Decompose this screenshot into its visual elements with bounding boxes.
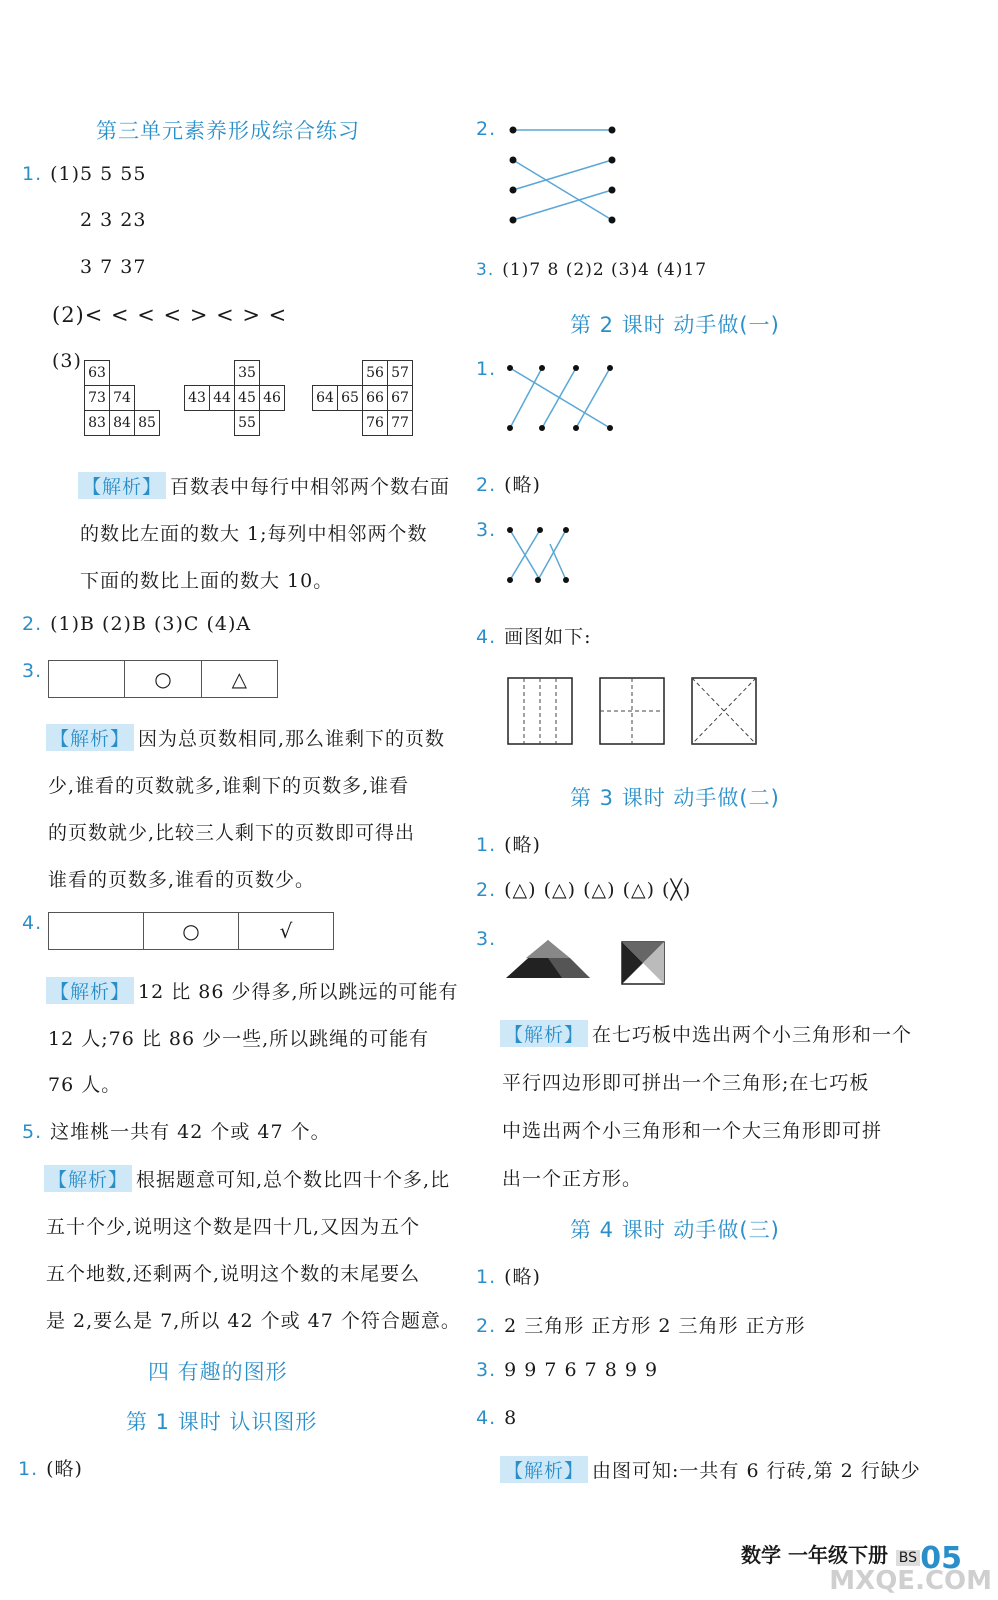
footer-subject: 数学 一年级下册 <box>741 1543 888 1567</box>
q5-analysis-line4: 是 2,要么是 7,所以 42 个或 47 个符合题意。 <box>46 1310 461 1332</box>
q1-analysis-line2: 的数比左面的数大 1;每列中相邻两个数 <box>80 523 428 545</box>
watermark: MXQE.COM <box>829 1566 992 1596</box>
lesson3-q2: 2. (△) (△) (△) (△) (╳) <box>476 879 692 901</box>
lesson3-analysis-line2: 平行四边形即可拼出一个三角形;在七巧板 <box>502 1072 870 1094</box>
lesson4-q2: 2. 2 三角形 正方形 2 三角形 正方形 <box>476 1315 806 1337</box>
lesson3-q1: 1. (略) <box>476 834 541 856</box>
fold-squares-diagram <box>506 676 762 748</box>
q1-row2: 2 3 23 <box>80 209 147 231</box>
answer-cell: √ <box>279 919 293 943</box>
analysis-tag: 【解析】 <box>500 1456 588 1483</box>
analysis-tag: 【解析】 <box>44 1165 132 1192</box>
q1-row5: (3) <box>52 350 82 372</box>
q1-row1: 1. (1)5 5 55 <box>22 163 147 185</box>
q4-number: 4. <box>22 912 43 934</box>
answer-cell <box>49 913 144 949</box>
grid-cell: 73 <box>85 386 110 411</box>
grid-cell: 76 <box>363 411 388 436</box>
answer-cell <box>49 661 125 697</box>
q5-analysis-line1: 【解析】 根据题意可知,总个数比四十个多,比 <box>44 1165 450 1192</box>
grid-cell: 55 <box>235 411 260 436</box>
lesson3-analysis-line3: 中选出两个小三角形和一个大三角形即可拼 <box>502 1120 883 1142</box>
q3-answer-table <box>48 660 278 698</box>
page-number: 05 <box>920 1541 962 1576</box>
analysis-tag: 【解析】 <box>46 977 134 1004</box>
q4-analysis-line1: 【解析】 12 比 86 少得多,所以跳远的可能有 <box>46 977 459 1004</box>
unit-title: 四 有趣的图形 <box>148 1360 288 1384</box>
grid-cell: 57 <box>388 361 413 386</box>
q5-analysis-line2: 五十个少,说明这个数是四十几,又因为五个 <box>46 1216 421 1238</box>
grid-cell: 44 <box>210 386 235 411</box>
grid-cell: 67 <box>388 386 413 411</box>
number-grid-2 <box>184 360 285 436</box>
lesson3-analysis-line4: 出一个正方形。 <box>502 1168 643 1190</box>
q1-analysis-line1: 【解析】 百数表中每行中相邻两个数右面 <box>78 472 450 499</box>
grid-cell: 63 <box>85 361 110 386</box>
grid-cell: 74 <box>110 386 135 411</box>
q3-number: 3. <box>22 660 43 682</box>
lesson4-q3: 3. 9 9 7 6 7 8 9 9 <box>476 1359 659 1381</box>
tangram-shapes-diagram <box>504 936 674 986</box>
analysis-tag: 【解析】 <box>500 1020 588 1047</box>
dot-lines-diagram-1 <box>500 360 620 435</box>
q1-row4: (2)< < < < > < > < <box>52 303 288 327</box>
lesson2-q1: 1. <box>476 358 497 380</box>
lesson4-analysis: 【解析】 由图可知:一共有 6 行砖,第 2 行缺少 <box>500 1456 921 1483</box>
q4-analysis-line3: 76 人。 <box>48 1074 122 1096</box>
lesson3-q3: 3. <box>476 928 497 950</box>
grid-cell: 65 <box>338 386 363 411</box>
answer-cell: △ <box>231 667 248 691</box>
lesson4-title: 第 4 课时 动手做(三) <box>570 1218 780 1242</box>
lesson3-title: 第 3 课时 动手做(二) <box>570 786 780 810</box>
lesson1-title: 第 1 课时 认识图形 <box>126 1410 318 1434</box>
lesson2-q3: 3. <box>476 519 497 541</box>
q4-answer-table <box>48 912 334 950</box>
q4-analysis-line2: 12 人;76 比 86 少一些,所以跳绳的可能有 <box>48 1028 430 1050</box>
grid-cell: 35 <box>235 361 260 386</box>
analysis-tag: 【解析】 <box>78 472 166 499</box>
lesson2-q2: 2. (略) <box>476 474 541 496</box>
q3-row: 3. (1)7 8 (2)2 (3)4 (4)17 <box>476 260 708 280</box>
q3-analysis-line2: 少,谁看的页数就多,谁剩下的页数多,谁看 <box>48 775 410 797</box>
analysis-tag: 【解析】 <box>46 724 134 751</box>
q3-analysis-line1: 【解析】 因为总页数相同,那么谁剩下的页数 <box>46 724 445 751</box>
lesson4-q4: 4. 8 <box>476 1407 518 1429</box>
answer-cell: ○ <box>125 661 201 697</box>
q3-analysis-line3: 的页数就少,比较三人剩下的页数即可得出 <box>48 822 416 844</box>
q2-row: 2. (1)B (2)B (3)C (4)A <box>22 613 252 635</box>
q1-analysis-line3: 下面的数比上面的数大 10。 <box>80 570 334 592</box>
grid-cell: 84 <box>110 411 135 436</box>
section-title: 第三单元素养形成综合练习 <box>96 119 360 143</box>
lesson2-q4: 4. 画图如下: <box>476 626 592 648</box>
lesson3-analysis-line1: 【解析】 在七巧板中选出两个小三角形和一个 <box>500 1020 912 1047</box>
grid-cell: 83 <box>85 411 110 436</box>
grid-cell: 45 <box>235 386 260 411</box>
q5-row: 5. 这堆桃一共有 42 个或 47 个。 <box>22 1121 331 1143</box>
q2-number: 2. <box>476 118 497 140</box>
number-grid-1 <box>84 360 160 436</box>
lesson4-q1: 1. (略) <box>476 1266 541 1288</box>
q1-row3: 3 7 37 <box>80 256 147 278</box>
number-grid-3 <box>312 360 413 436</box>
grid-cell: 64 <box>313 386 338 411</box>
q5-analysis-line3: 五个地数,还剩两个,说明这个数的末尾要么 <box>46 1263 421 1285</box>
lesson1-q1: 1. (略) <box>18 1458 83 1480</box>
grid-cell: 77 <box>388 411 413 436</box>
grid-cell: 43 <box>185 386 210 411</box>
grid-cell: 46 <box>260 386 285 411</box>
lesson2-title: 第 2 课时 动手做(一) <box>570 313 780 337</box>
grid-cell: 66 <box>363 386 388 411</box>
q3-analysis-line4: 谁看的页数多,谁看的页数少。 <box>48 869 316 891</box>
grid-cell: 85 <box>135 411 160 436</box>
grid-cell: 56 <box>363 361 388 386</box>
answer-cell: ○ <box>144 913 239 949</box>
matching-lines-diagram <box>500 118 620 233</box>
edition-badge: BS <box>896 1550 920 1566</box>
dot-lines-diagram-2 <box>500 522 575 587</box>
